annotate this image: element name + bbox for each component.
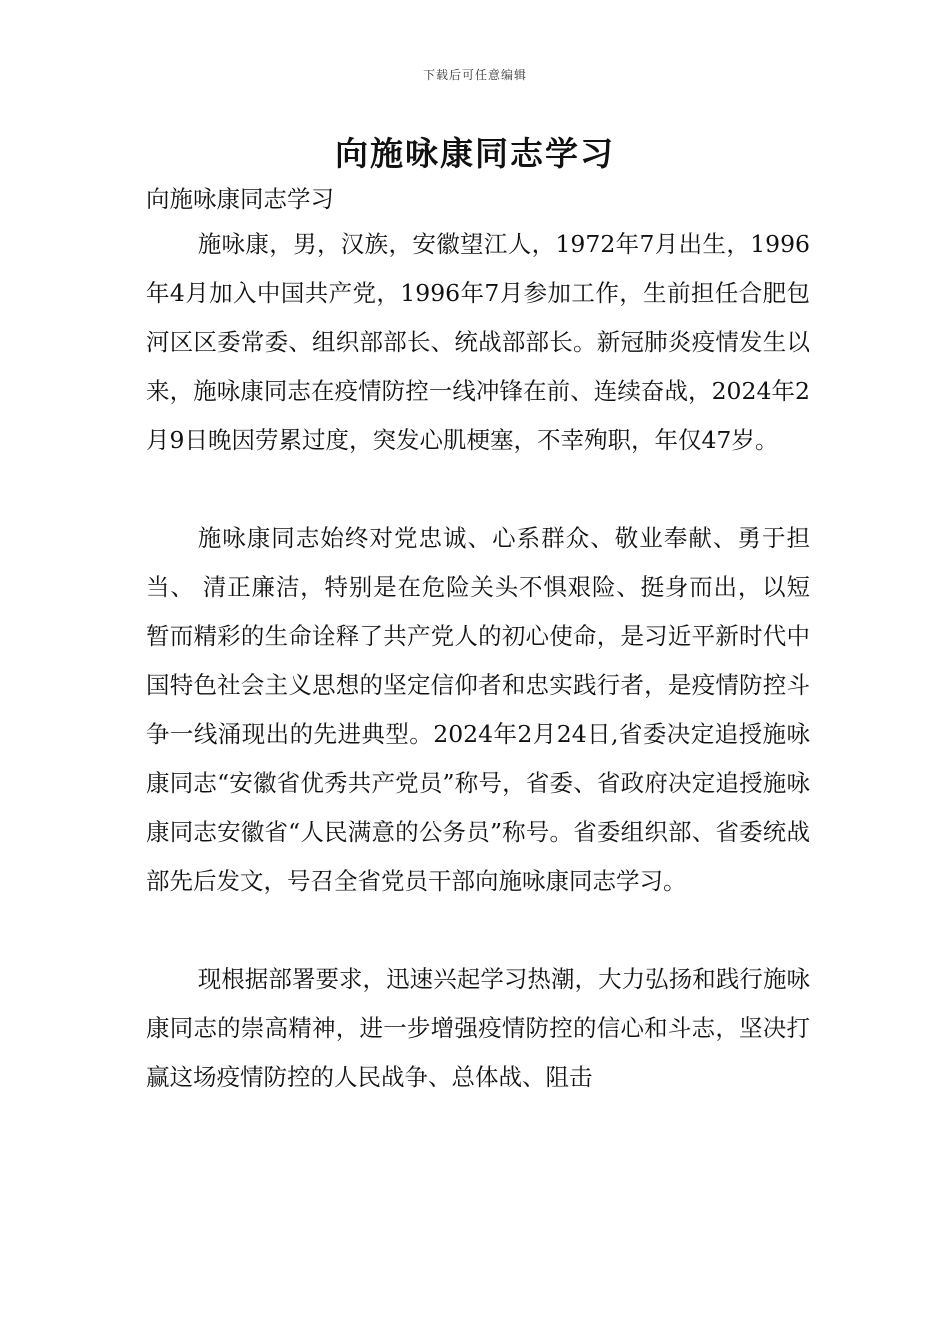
document-subtitle: 向施咏康同志学习 bbox=[146, 185, 334, 213]
paragraph-gap bbox=[146, 906, 810, 955]
paragraph-requirements: 现根据部署要求，迅速兴起学习热潮，大力弘扬和践行施咏康同志的崇高精神，进一步增强疫情防控的信心和斗志，坚决打赢这场疫情防控的人民战争、总体战、阻击 bbox=[146, 965, 810, 1091]
document-body bbox=[146, 178, 810, 1102]
paragraph-honors: 施咏康同志始终对党忠诚、心系群众、敬业奉献、勇于担当、 清正廉洁，特别是在危险关头不惧艰险、挺身而出，以短暂而精彩的生命诠释了共产党人的初心使命，是习近平新时代中国特色社会主义思想的坚定信仰者和忠实践行者，是疫情防控斗争一线涌现出的先进典型。2024年2月24日,省委决定追授施咏康同志“安徽省优秀共产党员”称号，省委、省政府决定追授施咏康同志安徽省“人民满意的公务员”称号。省委组织部、省委统战部先后发文，号召全省党员干部向施咏康同志学习。 bbox=[146, 524, 810, 895]
paragraph-biography: 施咏康，男，汉族，安徽望江人，1972年7月出生，1996年4月加入中国共产党，1996年7月参加工作，生前担任合肥包河区区委常委、组织部部长、统战部部长。新冠肺炎疫情发生以来，施咏康同志在疫情防控一线冲锋在前、连续奋战，2024年2月9日晚因劳累过度，突发心肌梗塞，不幸殉职，年仅47岁。 bbox=[146, 230, 810, 454]
document-title: 向施咏康同志学习 bbox=[335, 134, 615, 173]
paragraph-gap bbox=[146, 465, 810, 514]
header-note: 下载后可任意编辑 bbox=[422, 68, 527, 82]
